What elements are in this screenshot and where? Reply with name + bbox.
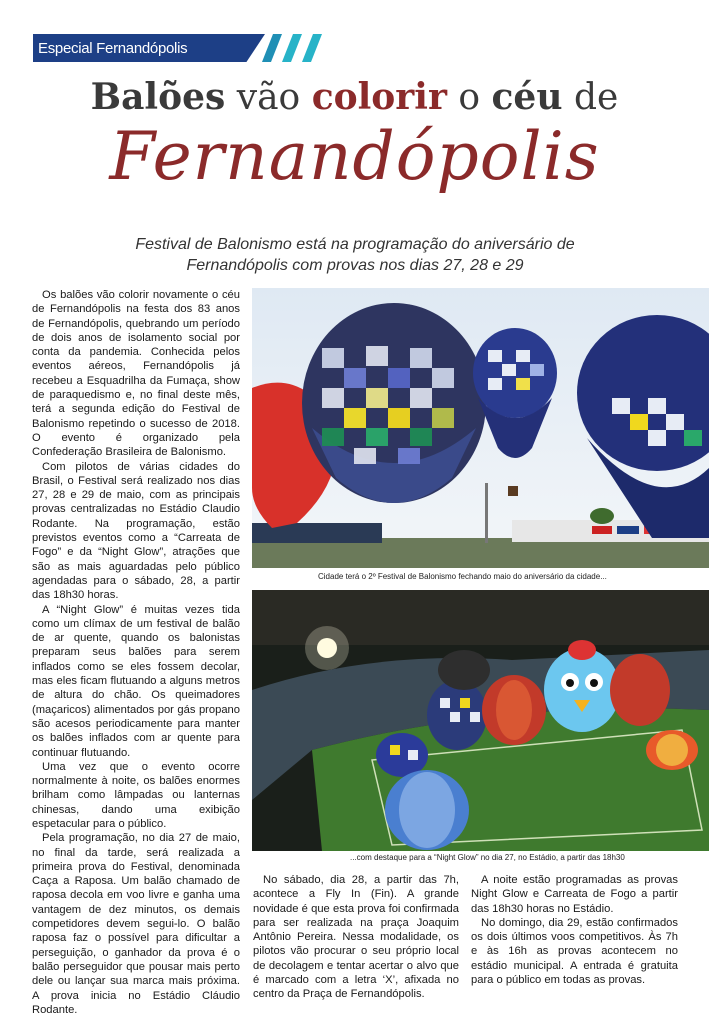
headline-word: vão — [236, 77, 301, 118]
photo-day-balloons — [252, 288, 709, 568]
paragraph: A “Night Glow” é muitas vezes tida como um clímax de um festival de balão de ar quente, quando os balonistas preparam seus balões para serem inflados como se eles fossem decolar, mas eles ficam flutuando a alguns metros de altura do chão. Os queimadores (maçaricos) alimentados por gás propano são acesos periodicamente para manter os balões inflados com ar quente para continuar flutuando. — [32, 603, 240, 759]
subtitle — [90, 234, 620, 276]
paragraph: No domingo, dia 29, estão confirmados os dois últimos voos competitivos. Às 7h e às 16h as provas acontecem no estádio municipal. A entrada é gratuita para o público em todas as provas. — [471, 916, 678, 987]
body-column-2 — [253, 873, 459, 1002]
paragraph: A noite estão programadas as provas Night Glow e Carreata de Fogo a partir das 18h30 horas no Estádio. — [471, 874, 678, 915]
balloon-day-illustration — [252, 288, 709, 568]
section-stripe-1 — [262, 34, 282, 62]
headline-word: o — [458, 77, 481, 118]
headline — [0, 76, 709, 118]
headline-word: Balões — [90, 76, 226, 118]
photo-night-glow — [252, 590, 709, 851]
paragraph: Os balões vão colorir novamente o céu de Fernandópolis na festa dos 83 anos de Fernandópolis, quebrando um período de dois anos de isolamento social por conta da pandemia. Conhecida pelos eventos aéreos, Fernandópolis já recebeu a Esquadrilha da Fumaça, show de paraquedismo e, no final deste mês, terá a segunda edição do Festival de Balonismo repetindo o sucesso de 2018. O evento é organizado pela Confederação Brasileira de Balonismo. — [32, 289, 240, 459]
subtitle-line-2: Fernandópolis com provas nos dias 27, 28 e 29 — [186, 257, 524, 274]
paragraph: Com pilotos de várias cidades do Brasil, o Festival será realizado nos dias 27, 28 e 29 de maio, com as principais provas centralizadas no Estádio Claudio Rodante. Na programação, estão previstos eventos como a “Carreata de Fogo” e da “Night Glow”, atrações que são as mais aguardadas pelo público agendadas para o sábado, 28, a partir das 18h30 horas. — [32, 460, 240, 602]
paragraph: Uma vez que o evento ocorre normalmente à noite, os balões enormes brilham como lâmpadas ou lanternas chinesas, dando uma exibição espetacular para o público. — [32, 760, 240, 830]
photo-caption-2: ...com destaque para a “Night Glow” no dia 27, no Estádio, a partir das 18h30 — [350, 853, 625, 862]
section-stripe-2 — [282, 34, 302, 62]
headline-word: colorir — [311, 76, 447, 118]
headline-word: de — [573, 77, 619, 118]
night-glow-illustration — [252, 590, 709, 851]
subtitle-line-1: Festival de Balonismo está na programação do aniversário de — [135, 236, 575, 253]
headline-word: céu — [491, 76, 563, 118]
section-stripe-3 — [302, 34, 322, 62]
paragraph: Pela programação, no dia 27 de maio, no final da tarde, será realizada a primeira prova do Festival, denominada Caça a Raposa. Um balão chamado de raposa decola em voo livre e ganha uma vantagem de dez minutos, os demais competidores devem segui-lo. O balão raposa faz o possível para dificultar a perseguição, o ganhador da prova é o balão perseguidor que pousar mais perto dele ou lançar sua marca mais próxima. A prova inicia no Estádio Cláudio Rodante. — [32, 832, 240, 1016]
headline-city: Fernandópolis — [109, 118, 600, 195]
body-column-3 — [471, 873, 678, 987]
paragraph: No sábado, dia 28, a partir das 7h, acontece a Fly In (Fin). A grande novidade é que esta prova foi confirmada para ser realizada na praça Joaquim Antônio Pereira. Nessa modalidade, os pilotos vão procurar o seu próprio local de decolagem e tentar acertar o alvo que é marcado com a letra ‘X’, afixada no centro da Praça de Fernandópolis. — [253, 874, 459, 1001]
photo-caption-1: Cidade terá o 2º Festival de Balonismo fechando maio do aniversário da cidade... — [318, 572, 607, 581]
body-column-1 — [32, 288, 240, 1017]
section-label: Especial Fernandópolis — [38, 40, 188, 57]
